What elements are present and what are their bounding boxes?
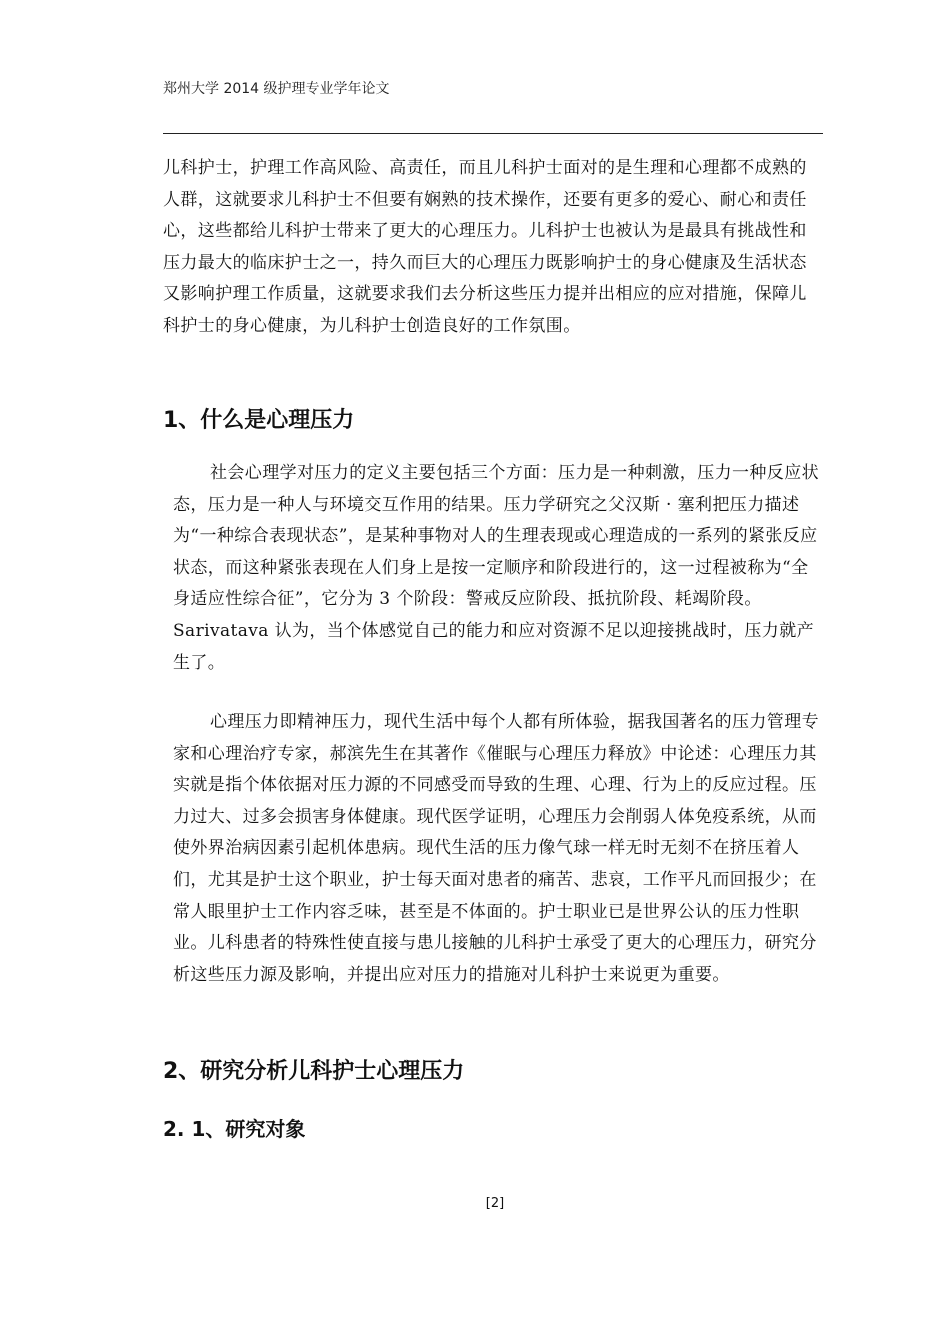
header-divider (163, 133, 823, 134)
section-heading-2: 2、研究分析儿科护士心理压力 (163, 1059, 465, 1084)
running-header: 郑州大学 2014 级护理专业学年论文 (163, 81, 390, 97)
section-heading-1: 1、什么是心理压力 (163, 408, 355, 433)
subsection-heading-2-1: 2. 1、研究对象 (163, 1117, 306, 1141)
paragraph-psychological-stress: 心理压力即精神压力，现代生活中每个人都有所体验，据我国著名的压力管理专家和心理治疗专家，郝滨先生在其著作《催眠与心理压力释放》中论述：心理压力其实就是指个体依据对压力源的不同感受而导致的生理、心理、行为上的反应过程。压力过大、过多会损害身体健康。现代医学证明，心理压力会削弱人体免疫系统，从而使外界治病因素引起机体患病。现代生活的压力像气球一样无时无刻不在挤压着人们，尤其是护士这个职业，护士每天面对患者的痛苦、悲哀，工作平凡而回报少；在常人眼里护士工作内容乏味，甚至是不体面的。护士职业已是世界公认的压力性职业。儿科患者的特殊性使直接与患儿接触的儿科护士承受了更大的心理压力，研究分析这些压力源及影响，并提出应对压力的措施对儿科护士来说更为重要。 (173, 712, 819, 985)
page-number: [2] (485, 1196, 505, 1211)
intro-paragraph: 儿科护士，护理工作高风险、高责任，而且儿科护士面对的是生理和心理都不成熟的人群，这就要求儿科护士不但要有娴熟的技术操作，还要有更多的爱心、耐心和责任心，这些都给儿科护士带来了更大的心理压力。儿科护士也被认为是最具有挑战性和压力最大的临床护士之一，持久而巨大的心理压力既影响护士的身心健康及生活状态又影响护理工作质量，这就要求我们去分析这些压力提并出相应的应对措施，保障儿科护士的身心健康，为儿科护士创造良好的工作氛围。 (163, 158, 807, 336)
paragraph-stress-definition: 社会心理学对压力的定义主要包括三个方面：压力是一种刺激，压力一种反应状态，压力是一种人与环境交互作用的结果。压力学研究之父汉斯 · 塞利把压力描述为“一种综合表现状态”，是某种事物对人的生理表现或心理造成的一系列的紧张反应状态，而这种紧张表现在人们身上是按一定顺序和阶段进行的，这一过程被称为“全身适应性综合征”，它分为 3 个阶段：警戒反应阶段、抵抗阶段、耗竭阶段。Sarivatava 认为，当个体感觉自己的能力和应对资源不足以迎接挑战时，压力就产生了。 (173, 463, 819, 673)
